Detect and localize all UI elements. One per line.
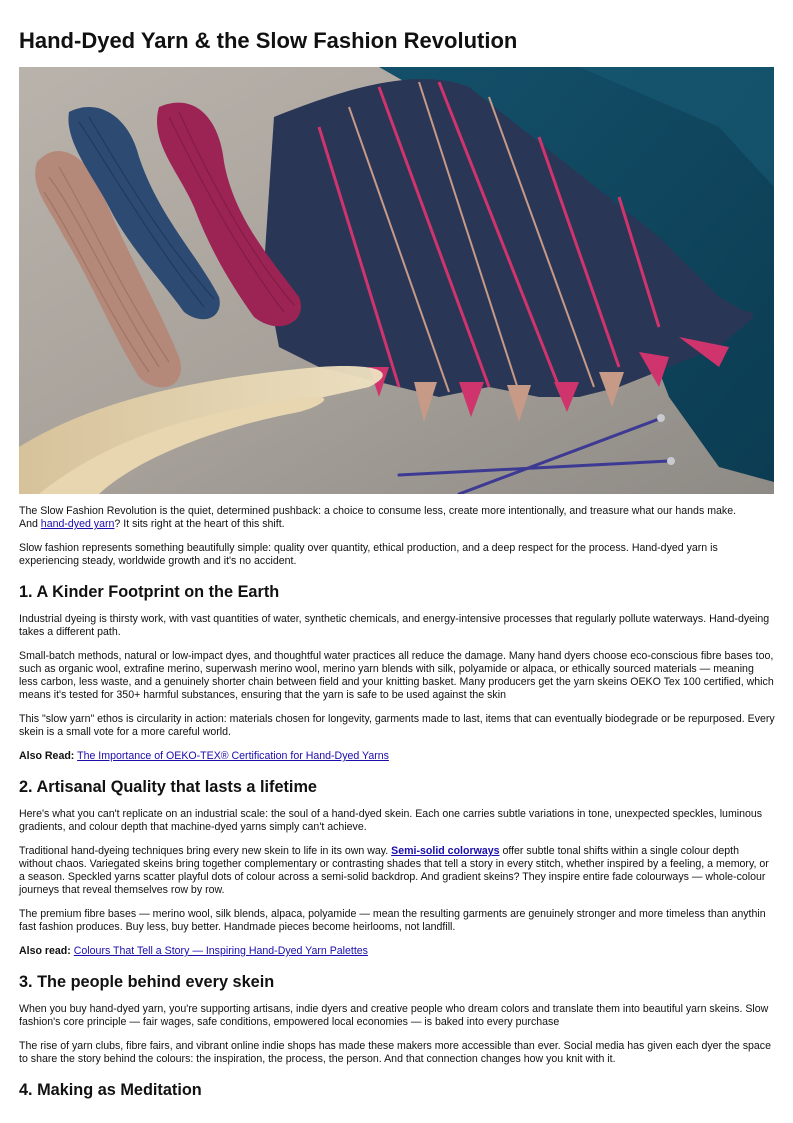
section-1-paragraph-2: Small-batch methods, natural or low-impact dyes, and thoughtful water practices all reduce the damage. Many hand dyers choose eco-conscious fibre bases too, such as organic wool, extrafine merino, superwash merino wool, merino yarn blends with silk, polyamide or alpaca, or ethically sourced materials — meaning less carbon, less waste, and a genuinely shorter chain between field and your knitting basket. Many producers get the yarn skeins OEKO Tex 100 certified, which means it's tested for 350+ harmful substances, ensuring that the yarn is safe to be used against the skin [19, 650, 774, 701]
oeko-tex-article-link[interactable]: The Importance of OEKO-TEX® Certification for Hand-Dyed Yarns [77, 750, 389, 762]
section-3-paragraph-2: The rise of yarn clubs, fibre fairs, and vibrant online indie shops has made these makers more accessible than ever. Social media has given each dyer the space to share the story behind the colours: the inspiration, the process, the person. And that connection changes how you knit with it. [19, 1040, 771, 1065]
intro-and: And [19, 518, 41, 530]
also-read-2 [19, 945, 775, 958]
also-read-1 [19, 750, 775, 763]
section-heading-1: 1. A Kinder Footprint on the Earth [19, 583, 280, 601]
section-2-text-after: offer subtle tonal shifts within a single colour depth without chaos. Variegated skeins bring together complementary or contrasting shades that tell a story in every stitch, whether inspired by a feeling, a memory, or a season. Speckled yarns scatter playful dots of colour across a semi-solid backdrop. And gradient skeins? They inspire entire fade colourways — whole-colour journeys that reveal themselves row by row. [19, 845, 769, 896]
hero-image [19, 67, 774, 494]
section-2-paragraph-1: Here's what you can't replicate on an industrial scale: the soul of a hand-dyed skein. Each one carries subtle variations in tone, unexpected speckles, luminous gradients, and colour depth that machine-dyed yarns simply can't achieve. [19, 808, 763, 833]
section-1-paragraph-3: This "slow yarn" ethos is circularity in action: materials chosen for longevity, garments made to last, items that can eventually biodegrade or be repurposed. Every skein is a small vote for a more careful world. [19, 713, 775, 738]
section-2-paragraph-3: The premium fibre bases — merino wool, silk blends, alpaca, polyamide — mean the resulting garments are genuinely stronger and more timeless than anythin fast fashion produces. Buy less, buy better. Handmade pieces become heirlooms, not landfill. [19, 908, 766, 933]
also-read-label: Also Read: [19, 750, 75, 762]
yarn-photo-illustration [19, 67, 774, 494]
page-title: Hand-Dyed Yarn & the Slow Fashion Revolution [19, 28, 518, 53]
section-2-text-before: Traditional hand-dyeing techniques bring every new skein to life in its own way. [19, 845, 392, 857]
semi-solid-colorways-link[interactable]: Semi-solid colorways [391, 845, 500, 857]
intro-paragraph-1 [19, 505, 775, 531]
section-heading-2: 2. Artisanal Quality that lasts a lifetime [19, 778, 317, 796]
section-heading-4: 4. Making as Meditation [19, 1081, 202, 1099]
section-2-paragraph-2 [19, 845, 775, 897]
section-heading-3: 3. The people behind every skein [19, 973, 275, 991]
intro-paragraph-2: Slow fashion represents something beautifully simple: quality over quantity, ethical production, and a deep respect for the process. Hand-dyed yarn is experiencing steady, worldwide growth and it's no accident. [19, 542, 718, 567]
section-1-paragraph-1: Industrial dyeing is thirsty work, with vast quantities of water, synthetic chemicals, and energy-intensive processes that regularly pollute waterways. Hand-dyeing takes a different path. [19, 613, 770, 638]
also-read-label: Also read: [19, 945, 71, 957]
hand-dyed-yarn-link[interactable]: hand-dyed yarn [40, 518, 115, 530]
intro-text-1-after: ? It sits right at the heart of this shift. [114, 518, 285, 530]
section-3-paragraph-1: When you buy hand-dyed yarn, you're supporting artisans, indie dyers and creative people who dream colors and translate them into beautiful yarn skeins. Slow fashion's core principle — fair wages, safe conditions, empowered local economies — is baked into every purchase [19, 1003, 769, 1028]
colour-palettes-article-link[interactable]: Colours That Tell a Story — Inspiring Hand-Dyed Yarn Palettes [73, 945, 368, 957]
intro-text-1: The Slow Fashion Revolution is the quiet, determined pushback: a choice to consume less, create more intentionally, and treasure what our hands make. [19, 505, 737, 517]
